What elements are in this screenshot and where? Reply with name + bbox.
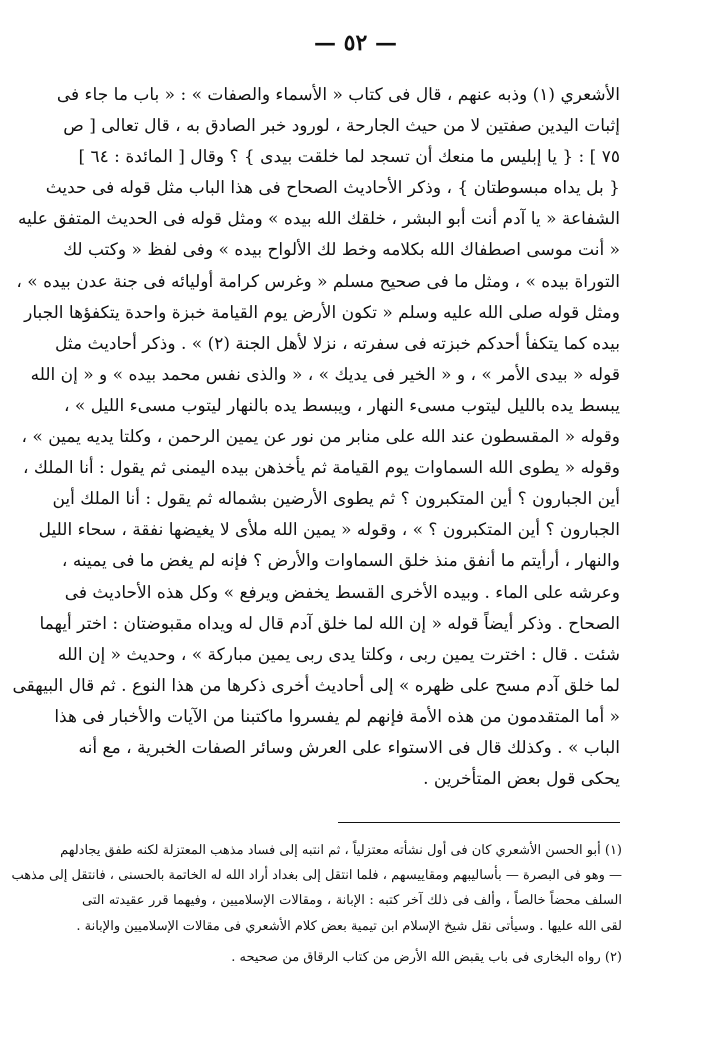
text-line: وقوله « يطوى الله السماوات يوم القيامة ثم يأخذهن بيده اليمنى ثم يقول : أنا الملك ، [23, 458, 620, 479]
text-line: الصحاح . وذكر أيضاً قوله « إن الله لما خلق آدم قال له ويداه مقبوضتان : اختر أيهما [39, 613, 620, 634]
text-line: الباب » . وكذلك قال فى الاستواء على العرش وسائر الصفات الخبرية ، مع أنه [78, 737, 620, 758]
footnote-line: (٢) رواه البخارى فى باب يقبض الله الأرض من كتاب الرقاق من صحيحه . [231, 949, 622, 965]
text-line: { بل يداه مبسوطتان } ، وذكر الأحاديث الصحاح فى هذا الباب مثل قوله فى حديث [45, 178, 620, 199]
footnote-divider [338, 822, 620, 823]
main-text [12, 80, 620, 795]
footnote-line: السلف محضاً خالصاً ، وألف فى ذلك آخر كتبه : الإبانة ، ومقالات الإسلاميين ، وفيهما قرر عقيدته التى [82, 893, 622, 909]
text-line: وعرشه على الماء . وبيده الأخرى القسط يخفض ويرفع » وكل هذه الأحاديث فى [64, 582, 620, 603]
footnote-1 [11, 838, 622, 939]
text-line: شئت . قال : اخترت يمين ربى ، وكلتا يدى ربى يمين مباركة » ، وحديث « إن الله [57, 644, 620, 665]
text-line: قوله « بيدى الأمر » ، و « الخير فى يديك » ، « والذى نفس محمد بيده » و « إن الله [30, 364, 620, 385]
text-line: أين الجبارون ؟ أين المتكبرون ؟ ثم يطوى الأرضين بشماله ثم يقول : أنا الملك أين [52, 489, 620, 510]
page-number: — ٥٢ — [314, 30, 397, 56]
text-line: ومثل قوله صلى الله عليه وسلم « تكون الأرض يوم القيامة خبزة واحدة يتكفؤها الجبار [24, 302, 620, 323]
text-line: إثبات اليدين صفتين لا من حيث الجارحة ، لورود خبر الصادق به ، قال تعالى [ ص [63, 116, 620, 137]
text-line: وقوله « المقسطون عند الله على منابر من نور عن يمين الرحمن ، وكلتا يديه يمين » ، [21, 427, 620, 448]
text-line: الجبارون ؟ أين المتكبرون ؟ » ، وقوله « يمين الله ملأى لا يغيضها نفقة ، سحاء الليل [38, 520, 620, 541]
text-line: يحكى قول بعض المتأخرين . [423, 769, 620, 790]
footnote-line: لقى الله عليها . وسيأتى نقل شيخ الإسلام ابن تيمية بعض كلام الأشعري فى مقالات الإسلاميين والإبانة . [76, 918, 622, 934]
footnote-line: — وهو فى البصرة — بأساليبهم ومقاييسهم ، فلما انتقل إلى بغداد أراد الله له الخاتمة بالحسنى ، فانتقل إلى مذهب [11, 868, 622, 884]
text-line: لما خلق آدم مسح على ظهره » إلى أحاديث أخرى ذكرها من هذا النوع . ثم قال البيهقى [12, 675, 620, 696]
text-line: الأشعري (١) وذبه عنهم ، قال فى كتاب « الأسماء والصفات » : « باب ما جاء فى [56, 85, 620, 105]
text-line: الشفاعة « يا آدم أنت أبو البشر ، خلقك الله بيده » ومثل قوله فى الحديث المتفق عليه [17, 209, 620, 230]
footnotes [11, 838, 622, 970]
text-line: والنهار ، أرأيتم ما أنفق منذ خلق السماوات والأرض ؟ فإنه لم يغض ما فى يمينه ، [61, 551, 620, 572]
text-line: بيده كما يتكفأ أحدكم خبزته فى سفرته ، نزلا لأهل الجنة (٢) » . وذكر أحاديث مثل [54, 333, 620, 354]
footnote-2 [82, 945, 622, 970]
text-line: يبسط يده بالليل ليتوب مسىء النهار ، ويبسط يده بالنهار ليتوب مسىء الليل » ، [64, 395, 620, 416]
text-line: « أما المتقدمون من هذه الأمة فإنهم لم يفسروا ماكتبنا من الآيات والأخبار فى هذا [54, 706, 620, 727]
footnote-line: (١) أبو الحسن الأشعري كان فى أول نشأته معتزلياً ، ثم انتبه إلى فساد مذهب المعتزلة لكنه طفق يجادلهم [60, 843, 622, 858]
text-line: التوراة بيده » ، ومثل ما فى صحيح مسلم « وغرس كرامة أوليائه فى جنة عدن بيده » ، [16, 271, 620, 292]
text-line: « أنت موسى اصطفاك الله بكلامه وخط لك الألواح بيده » وفى لفظ « وكتب لك [63, 240, 620, 261]
text-line: ٧٥ ] : { يا إبليس ما منعك أن تسجد لما خلقت بيدى } ؟ وقال [ المائدة : ٦٤ ] [78, 147, 620, 168]
